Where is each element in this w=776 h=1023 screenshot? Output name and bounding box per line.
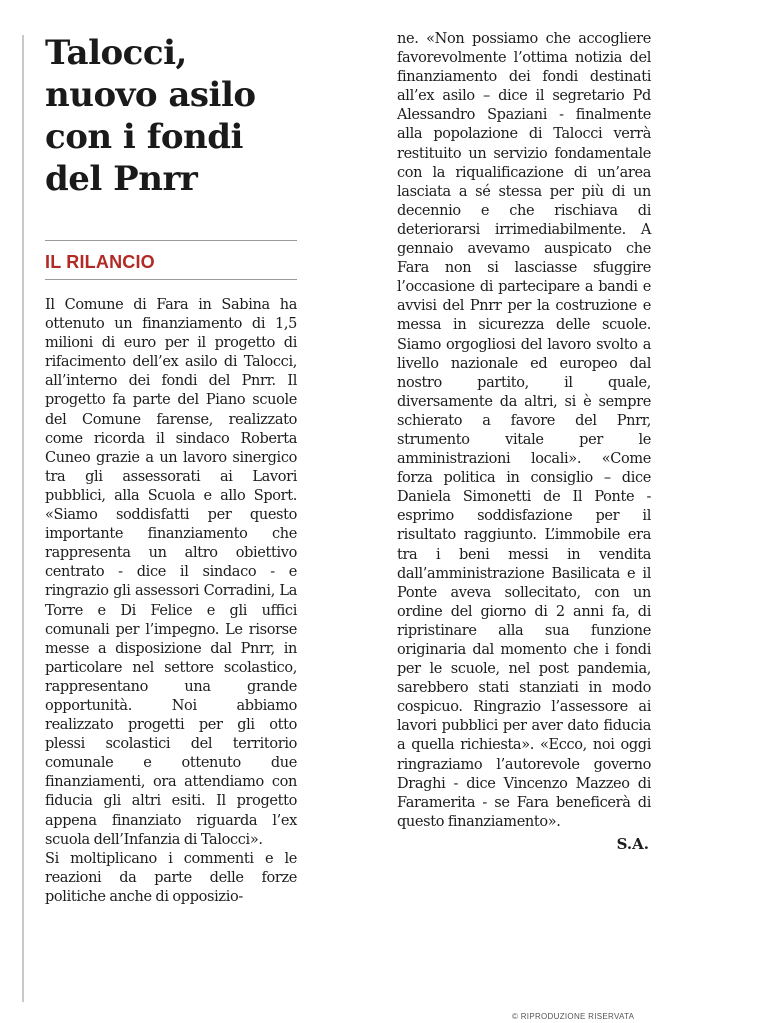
article-left-column: [45, 30, 297, 907]
body-paragraph-1: Il Comune di Fara in Sabina ha ottenuto un finanziamento di 1,5 milioni di euro per il progetto di rifacimento dell’ex asilo di Talocci, all’interno dei fondi del Pnrr. Il progetto fa parte del Piano scuole del Comune farense, realizzato come ricorda il sindaco Roberta Cuneo grazie a un lavoro sinergico tra gli assessorati ai Lavori pubblici, alla Scuola e allo Sport. «Siamo soddisfatti per questo importante finanziamento che rappresenta un altro obiettivo centrato - dice il sindaco - e ringrazio gli assessori Corradini, La Torre e Di Felice e gli uffici comunali per l’impegno. Le risorse messe a disposizione dal Pnrr, in particolare nel settore scolastico, rappresentano una grande opportunità. Noi abbiamo realizzato progetti per gli otto plessi scolastici del territorio comunale e ottenuto due finanziamenti, ora attendiamo con fiducia gli altri esiti. Il progetto appena finanziato riguarda l’ex scuola dell’Infanzia di Talocci».: [45, 297, 297, 848]
author-signature: S.A.: [616, 834, 649, 853]
headline: Talocci, nuovo asilo con i fondi del Pnrr: [45, 33, 256, 199]
kicker: IL RILANCIO: [45, 252, 155, 272]
body-paragraph-2-continued: ne. «Non possiamo che accogliere favorevolmente l’ottima notizia del finanziamento dei fondi destinati all’ex asilo – dice il segretario Pd Alessandro Spaziani - finalmente alla popolazione di Talocci verrà restituito un servizio fondamentale con la riqualificazione di un’area lasciata a sé stessa per più di un decennio e che rischiava di deteriorarsi irrimediabilmente. A gennaio avevamo auspicato che Fara non si lasciasse sfuggire l’occasione di partecipare a bandi e avvisi del Pnrr per la costruzione e messa in sicurezza delle scuole. Siamo orgogliosi del lavoro svolto a livello nazionale ed europeo dal nostro partito, il quale, diversamente da altri, si è sempre schierato a favore del Pnrr, strumento vitale per le amministrazioni locali». «Come forza politica in consiglio – dice Daniela Simonetti de Il Ponte - esprimo soddisfazione per il risultato raggiunto. L’immobile era tra i beni messi in vendita dall’amministrazione Basilicata e il Ponte aveva sollecitato, con un ordine del giorno di 2 anni fa, di ripristinare alla sua funzione originaria dal momento che i fondi per le scuole, nel post pandemia, sarebbero stati stanziati in modo cospicuo. Ringrazio l’assessore ai lavori pubblici per aver dato fiducia a quella richiesta». «Ecco, noi oggi ringraziamo l’autorevole governo Draghi - dice Vincenzo Mazzeo di Faramerita - se Fara beneficerà di questo finanziamento».: [397, 31, 651, 830]
kicker-rule-top: [45, 240, 297, 241]
body-paragraph-2-start: Si moltiplicano i commenti e le reazioni da parte delle forze politiche anche di opposizio-: [45, 850, 297, 905]
article-right-column: [397, 30, 651, 854]
copyright-notice: © RIPRODUZIONE RISERVATA: [512, 1012, 635, 1021]
column-rule: [22, 35, 24, 1002]
kicker-rule-bottom: [45, 279, 297, 280]
